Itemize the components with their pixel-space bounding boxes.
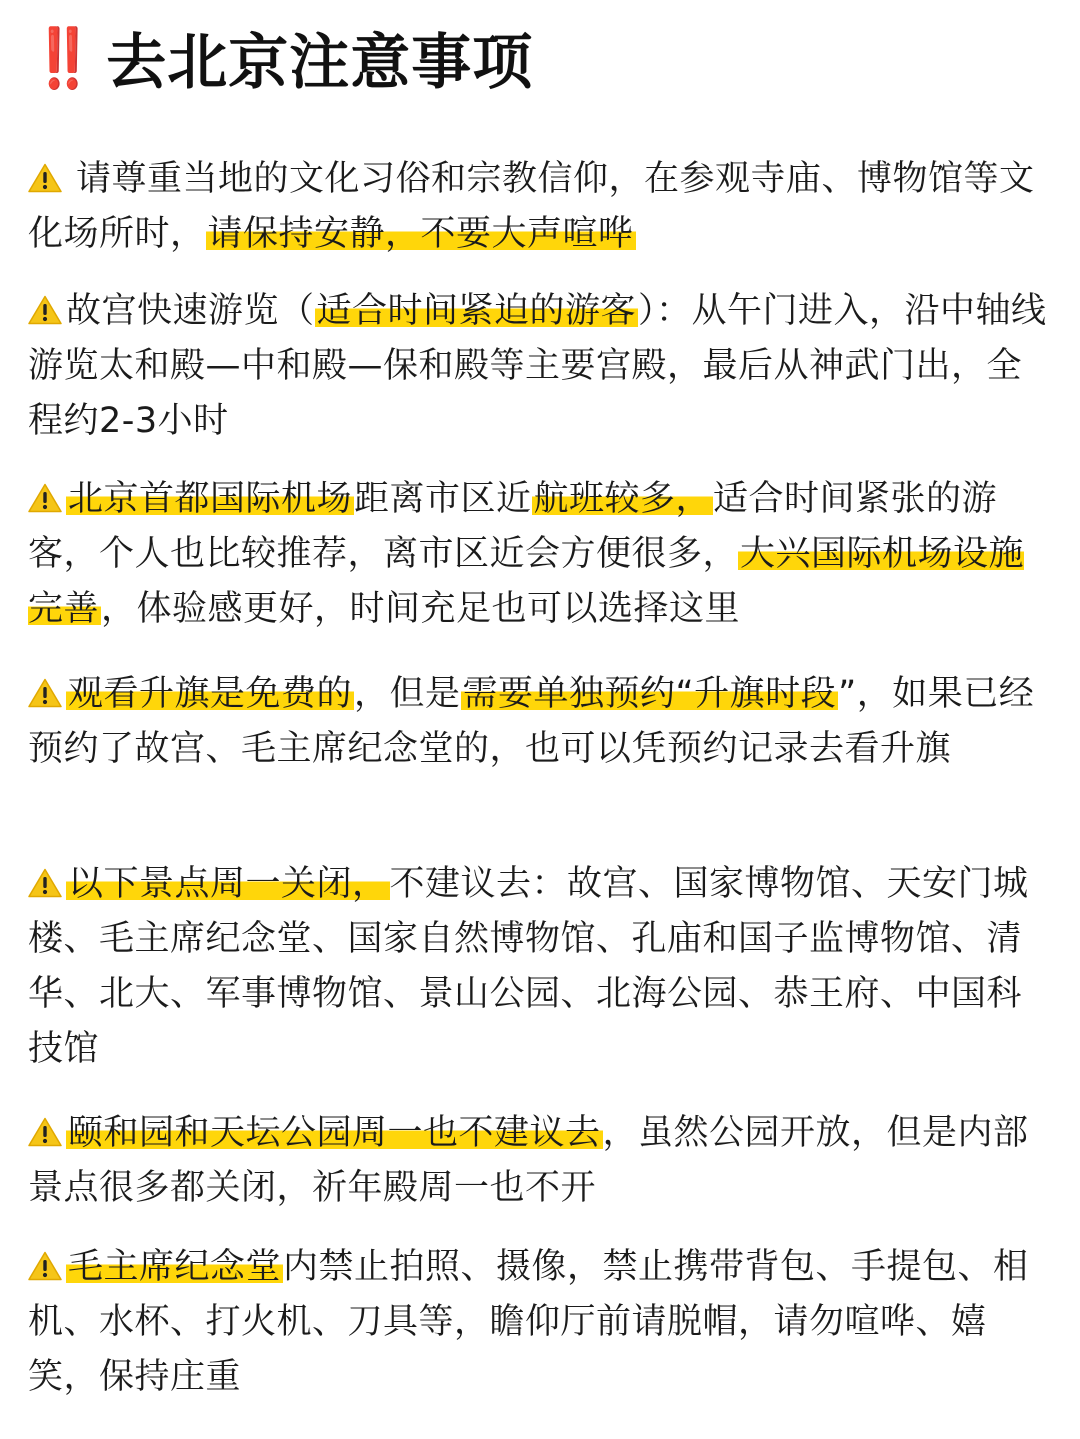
warning-icon: [28, 678, 62, 708]
highlighted-text: 大兴国际机场设施完善: [28, 534, 1025, 629]
note-paragraph-5: [28, 857, 1054, 1077]
page-title: [28, 18, 533, 98]
warning-icon: [28, 1117, 62, 1147]
note-paragraph-4: [28, 667, 1054, 777]
note-text-7-b: 内禁止拍照、摄像，禁止携带背包、手提包、相机、水杯、打火机、刀具等，瞻仰厅前请脱帽，请勿喧哗、嬉笑，保持庄重: [28, 1247, 1029, 1397]
warning-icon: [28, 295, 62, 325]
highlighted-text: 航班较多，: [533, 479, 712, 519]
note-text-2-c: ）：从午门进入，沿中轴线游览太和殿—中和殿—保和殿等主要宫殿，最后从神武门出，全程约2-3小时: [28, 291, 1047, 441]
highlighted-text: 以下景点周一关闭，: [68, 864, 388, 904]
note-text-6-b: ，虽然公园开放，但是内部景点很多都关闭，祈年殿周一也不开: [28, 1113, 1029, 1208]
highlighted-text: 北京首都国际机场: [68, 479, 353, 519]
highlighted-text: 毛主席纪念堂: [68, 1247, 282, 1287]
note-paragraph-1: [28, 152, 1054, 262]
note-text-5-b: 不建议去：故宫、国家博物馆、天安门城楼、毛主席纪念堂、国家自然博物馆、孔庙和国子监博物馆、清华、北大、军事博物馆、景山公园、北海公园、恭王府、中国科技馆: [28, 864, 1029, 1069]
warning-icon: [28, 1251, 62, 1281]
note-text-1-a: 请尊重当地的文化习俗和宗教信仰，在参观寺庙、博物馆等文化场所时，: [28, 159, 1035, 254]
highlighted-text: 请保持安静，不要大声喧哗: [207, 214, 634, 254]
note-text-4-d: ”，如果已经预约了故宫、毛主席纪念堂的，也可以凭预约记录去看升旗: [28, 674, 1035, 769]
note-paragraph-7: [28, 1240, 1054, 1405]
note-paragraph-6: [28, 1106, 1054, 1216]
note-text-3-b: 距离市区近: [354, 479, 532, 519]
double-exclamation-icon: ‼️: [32, 23, 86, 92]
note-text-2-a: 故宫快速游览（: [66, 291, 315, 331]
note-paragraph-2: [28, 284, 1054, 449]
warning-icon: [28, 868, 62, 898]
highlighted-text: 需要单独预约“升旗时段: [462, 674, 837, 714]
highlighted-text: 观看升旗是免费的: [68, 674, 353, 714]
note-text-3-f: ，体验感更好，时间充足也可以选择这里: [101, 589, 741, 629]
note-text-4-b: ，但是: [354, 674, 461, 714]
note-text-3-d: 适合时间紧张的游客，个人也比较推荐，离市区近会方便很多，: [28, 479, 998, 574]
note-paragraph-3: [28, 472, 1054, 637]
highlighted-text: 适合时间紧迫的游客: [316, 291, 637, 331]
warning-icon: [28, 483, 62, 513]
page-title-text: 去北京注意事项: [106, 28, 534, 98]
highlighted-text: 颐和园和天坛公园周一也不建议去: [68, 1113, 601, 1153]
warning-icon: [28, 163, 62, 193]
